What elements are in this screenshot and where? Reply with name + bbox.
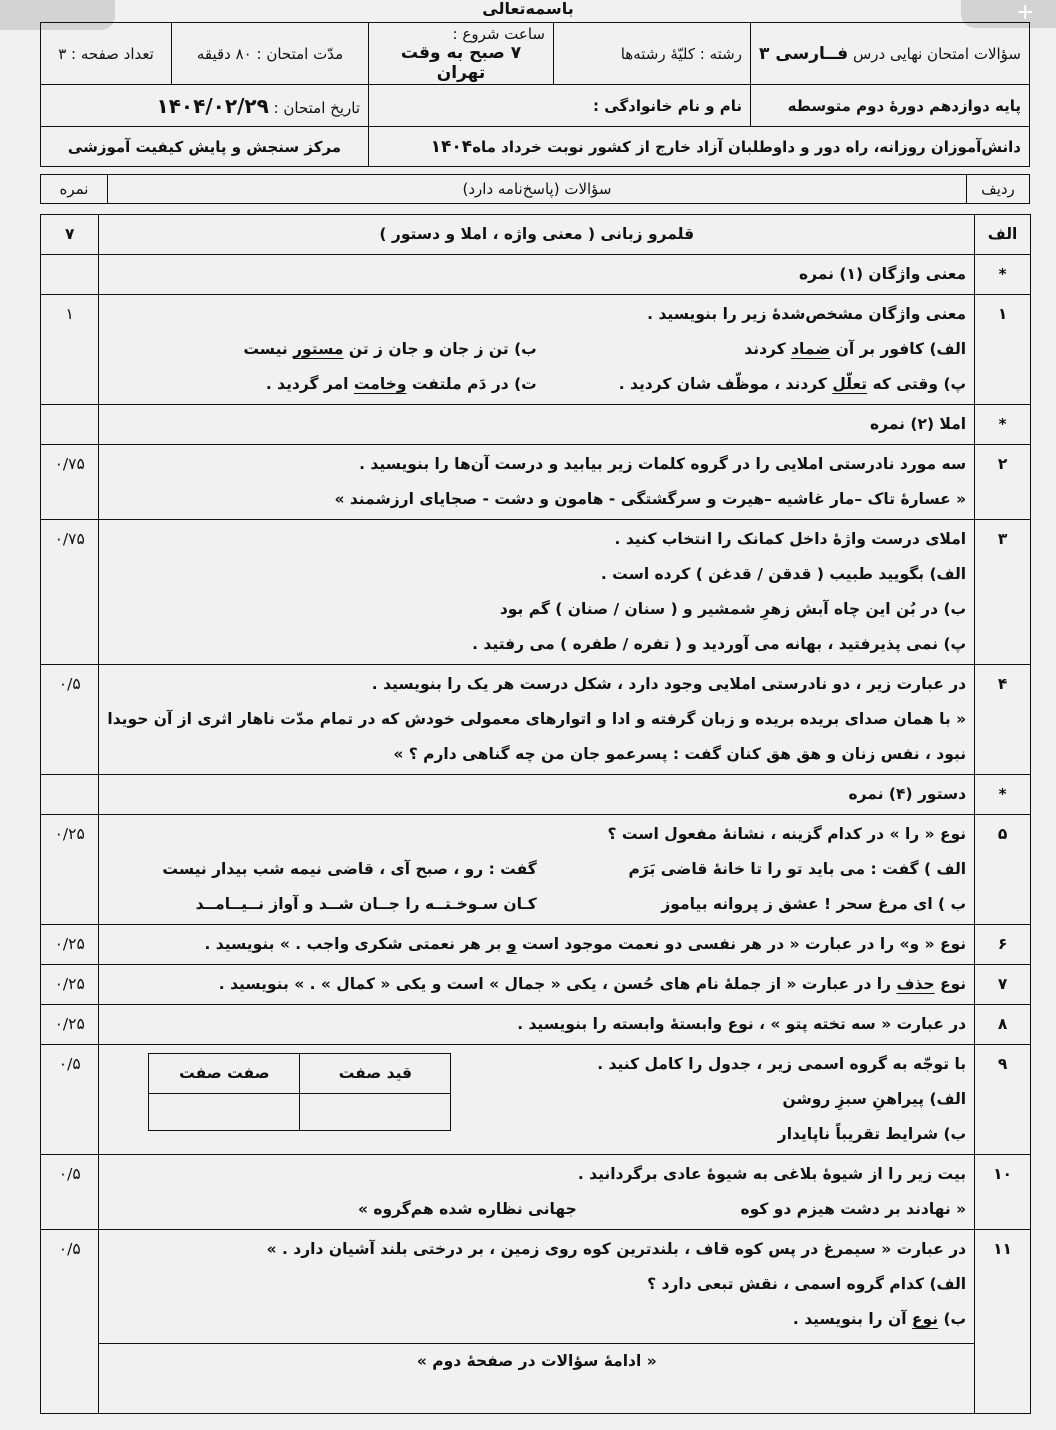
field-cell: رشته : کلیّهٔ رشته‌ها xyxy=(554,23,751,85)
question-2: ۲ سه مورد نادرستی املایی را در گروه کلمات زیر بیابید و درست آن‌ها را بنویسید . « عسارهٔ تاک –مار غاشیه –هیرت و سرگشتگی - هامون و دشت - صجایای ارزشمند » ۰/۷۵ xyxy=(41,445,1031,520)
subsection-row: * معنی واژگان (۱) نمره xyxy=(41,255,1031,295)
question-9: ۹ با توجّه به گروه اسمی زیر ، جدول را کامل کنید . الف) پیراهنِ سبزِ روشن ب) شرایط تقریباً ناپایدار قید صفت صفت صفت ۰/۵ xyxy=(41,1045,1031,1155)
star-icon: * xyxy=(975,255,1031,295)
start-time-cell: ساعت شروع : ۷ صبح به وقت تهران xyxy=(369,23,554,85)
question-4: ۴ در عبارت زیر ، دو نادرستی املایی وجود دارد ، شکل درست هر یک را بنویسید . « با همان صدای بریده بریده و زبان گرفته و ادا و اتوارهای معمولی خودش که در تمام مدّت ناهار اثری از آن حویدا نبود ، نفس زنان و هق هق کنان گفت : پسرعمو جان من چه گناهی دارم ؟ » ۰/۵ xyxy=(41,665,1031,775)
star-icon: * xyxy=(975,405,1031,445)
star-icon: * xyxy=(975,775,1031,815)
name-cell: نام و نام خانوادگی : xyxy=(369,85,751,127)
answer-cell[interactable] xyxy=(149,1094,300,1131)
plus-icon: + xyxy=(1016,0,1035,25)
question-6: ۶ نوع « و» را در عبارت « در هر نفسی دو نعمت موجود است و بر هر نعمتی شکری واجب . » بنویسید . ۰/۲۵ xyxy=(41,925,1031,965)
question-10: ۱۰ بیت زیر را از شیوهٔ بلاغی به شیوهٔ عادی برگردانید . « نهادند بر دشت هیزم دو کوه جهانی نظاره شده هم‌گروه » ۰/۵ xyxy=(41,1155,1031,1230)
questions-column-header: سؤالات (پاسخ‌نامه دارد) xyxy=(108,175,967,204)
exam-title-cell: سؤالات امتحان نهایی درس فــارسی ۳ xyxy=(751,23,1030,85)
column-header xyxy=(40,174,1030,204)
date-cell: تاریخ امتحان : ۱۴۰۴/۰۲/۲۹ xyxy=(41,85,369,127)
basmala: باسمه‌تعالی xyxy=(482,0,574,18)
students-cell: دانش‌آموزان روزانه، راه دور و داوطلبان آزاد خارج از کشور نوبت خرداد ماه۱۴۰۴ xyxy=(369,127,1030,167)
questions-table xyxy=(40,214,1031,1414)
subsection-row: * املا (۲) نمره xyxy=(41,405,1031,445)
question-11: ۱۱ در عبارت « سیمرغ در پس کوه قاف ، بلندترین کوه روی زمین ، بر درختی بلند آشیان دارد . » الف) کدام گروه اسمی ، نقش تبعی دارد ؟ ب) نوع آن را بنویسید . « ادامهٔ سؤالات در صفحهٔ دوم » ۰/۵ xyxy=(41,1230,1031,1414)
question-1: ۱ معنی واژگان مشخص‌شدهٔ زیر را بنویسید . الف) کافور بر آن ضماد کردند ب) تن ز جان و جان ز تن مستور نیست پ) وقتی که تعلّل کردند ، موظّف شان کردید . ت) در دَم ملتفت وخامت امر گردید . ۱ xyxy=(41,295,1031,405)
answer-cell[interactable] xyxy=(300,1094,451,1131)
question-3: ۳ املای درست واژهٔ داخل کمانک را انتخاب کنید . الف) بگویید طبیب ( قدقن / قدغن ) کرده است . ب) در بُن این چاه آبش زهرِ شمشیر و ( سنان / صنان ) گم بود پ) نمی پذیرفتید ، بهانه می آوردید و ( تفره / طفره ) می رفتید . ۰/۷۵ xyxy=(41,520,1031,665)
subsection-row: * دستور (۴) نمره xyxy=(41,775,1031,815)
row-column-header: ردیف xyxy=(967,175,1030,204)
exam-header xyxy=(40,22,1030,167)
grade-cell: پایه دوازدهم دورهٔ دوم متوسطه xyxy=(751,85,1030,127)
answer-grid: قید صفت صفت صفت xyxy=(148,1053,451,1131)
page-count-cell: تعداد صفحه : ۳ xyxy=(41,23,172,85)
question-7: ۷ نوع حذف را در عبارت « از جملهٔ نام های حُسن ، یکی « جمال » است و یکی « کمال » . » بنویسید . ۰/۲۵ xyxy=(41,965,1031,1005)
question-5: ۵ نوع « را » در کدام گزینه ، نشانهٔ مفعول است ؟ الف ) گفت : می باید تو را تا خانهٔ قاضی بَرَم گفت : رو ، صبح آی ، قاضی نیمه شب بیدار نیست ب ) ای مرغ سحر ! عشق ز پروانه بیاموز کـان سـوخـتــه را جــان شــد و آواز نــیــامــد ۰/۲۵ xyxy=(41,815,1031,925)
continue-note: « ادامهٔ سؤالات در صفحهٔ دوم » xyxy=(416,1352,657,1370)
question-8: ۸ در عبارت « سه تخته پتو » ، نوع وابستهٔ وابسته را بنویسید . ۰/۲۵ xyxy=(41,1005,1031,1045)
score-column-header: نمره xyxy=(41,175,108,204)
center-cell: مرکز سنجش و پایش کیفیت آموزشی xyxy=(41,127,369,167)
section-row: الف قلمرو زبانی ( معنی واژه ، املا و دستور ) ۷ xyxy=(41,215,1031,255)
duration-cell: مدّت امتحان : ۸۰ دقیقه xyxy=(172,23,369,85)
